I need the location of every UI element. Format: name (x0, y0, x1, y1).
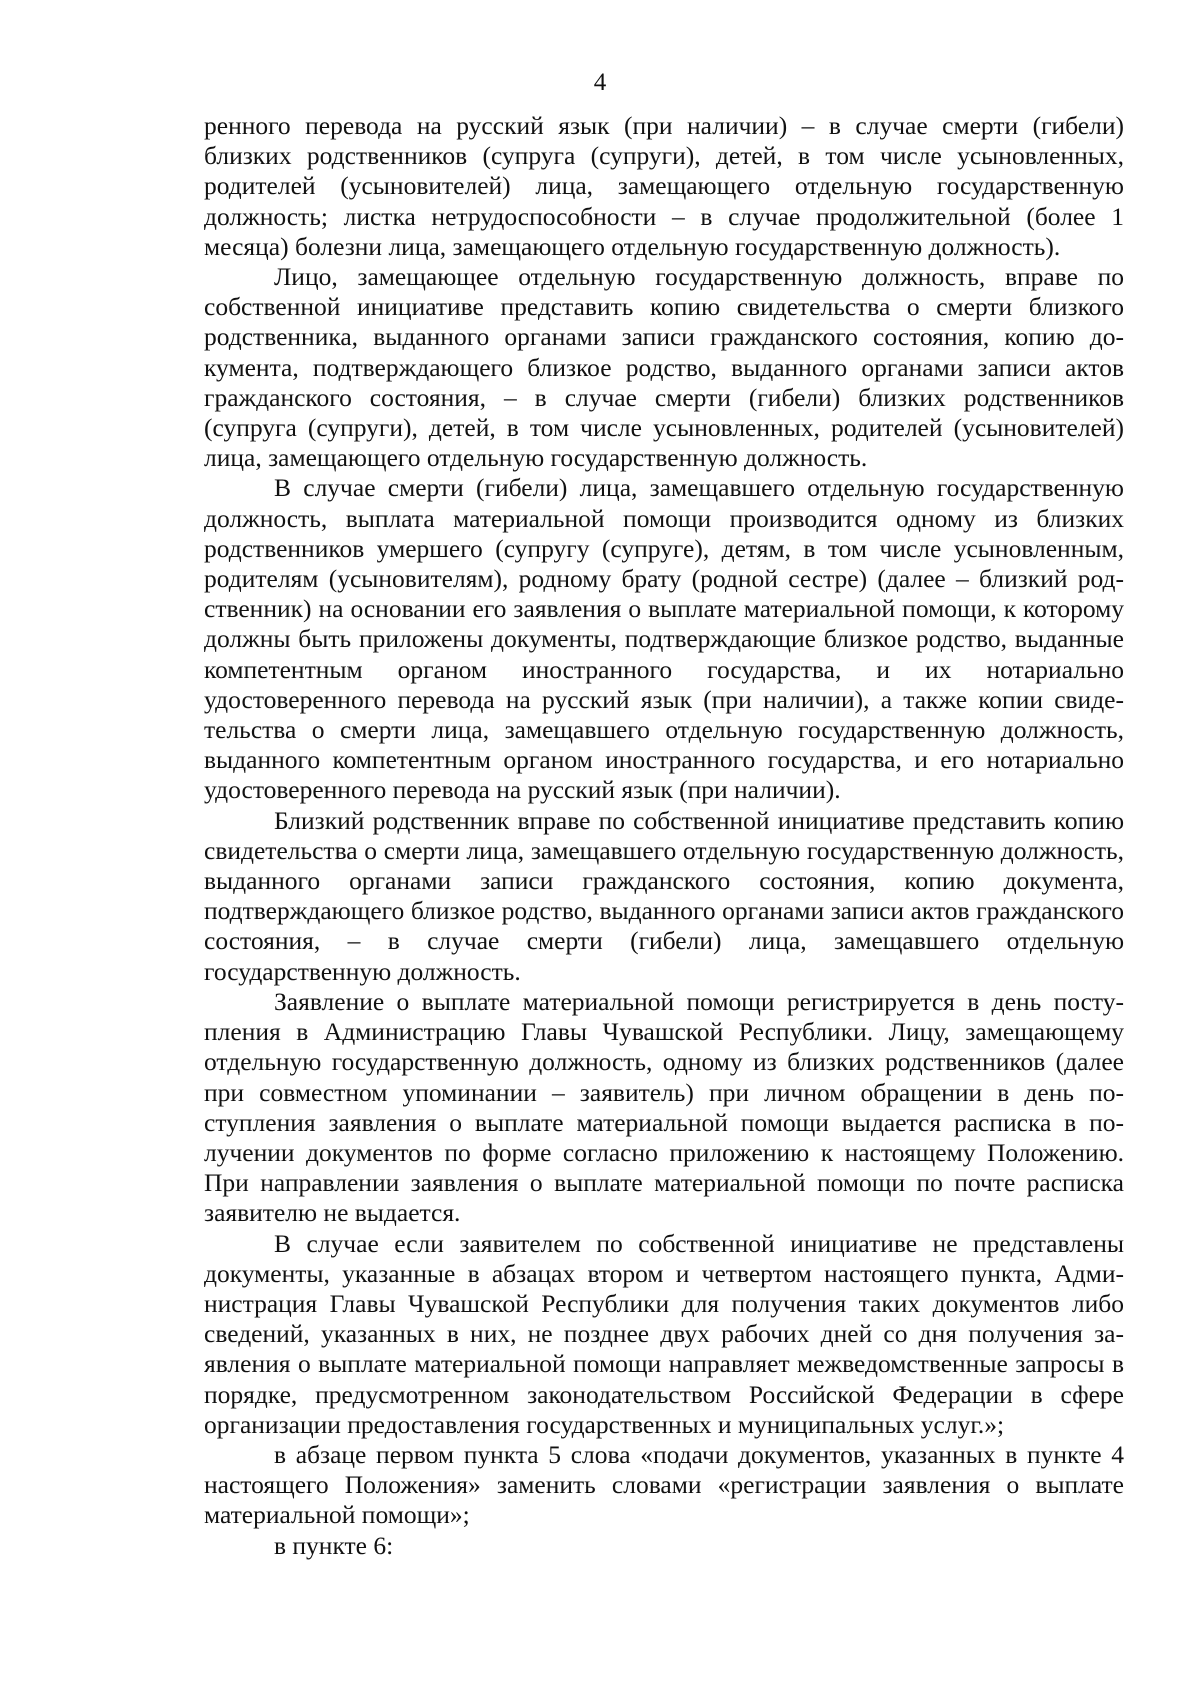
paragraph: В случае если заявителем по собственной инициативе не представлены документы, указанные в абзацах втором и четвертом настоящего пункта, Администрация Главы Чувашской Республики для получения таких документов либо сведений, указанных в них, не позднее двух рабочих дней со дня получения заявления о выплате материальной помощи направляет межведомственные запросы в порядке, предусмотренном законодательством Российской Федерации в сфере организации предоставления государственных и муниципальных услуг.»; (204, 1228, 1124, 1439)
paragraph: в абзаце первом пункта 5 слова «подачи документов, указанных в пункте 4 настоящего Положения» заменить словами «регистрации заявления о выплате материальной помощи»; (204, 1439, 1124, 1530)
paragraph-continuation: ренного перевода на русский язык (при наличии) – в случае смерти (гибели) близких родственников (супруга (супруги), детей, в том числе усыновленных, родителей (усыновителей) лица, замещающего отдельную государственную должность; листка нетрудоспособности – в случае продолжительной (более 1 месяца) болезни лица, замещающего отдельную государственную должность). (204, 111, 1124, 261)
page-number: 4 (593, 69, 607, 96)
paragraph: Близкий родственник вправе по собственной инициативе представить копию свидетельства о смерти лица, замещавшего отдельную государственную должность, выданного органами записи гражданского состояния, копию документа, подтверждающего близкое родство, выданного органами записи актов гражданского состояния, – в случае смерти (гибели) лица, замещавшего отдельную государственную должность. (204, 805, 1124, 986)
document-body (204, 111, 1124, 1561)
paragraph: В случае смерти (гибели) лица, замещавшего отдельную государственную должность, выплата материальной помощи производится одному из близких родственников умершего (супругу (супруге), детям, в том числе усыновленным, родителям (усыновителям), родному брату (родной сестре) (далее – близкий родственник) на основании его заявления о выплате материальной помощи, к которому должны быть приложены документы, подтверждающие близкое родство, выданные компетентным органом иностранного государства, и их нотариально удостоверенного перевода на русский язык (при наличии), а также копии свидетельства о смерти лица, замещавшего отдельную государственную должность, выданного компетентным органом иностранного государства, и его нотариально удостоверенного перевода на русский язык (при наличии). (204, 473, 1124, 805)
paragraph: Лицо, замещающее отдельную государственную должность, вправе по собственной инициативе представить копию свидетельства о смерти близкого родственника, выданного органами записи гражданского состояния, копию документа, подтверждающего близкое родство, выданного органами записи актов гражданского состояния, – в случае смерти (гибели) близких родственников (супруга (супруги), детей, в том числе усыновленных, родителей (усыновителей) лица, замещающего отдельную государственную должность. (204, 262, 1124, 473)
paragraph: Заявление о выплате материальной помощи регистрируется в день поступления в Администрацию Главы Чувашской Республики. Лицу, замещающему отдельную государственную должность, одному из близких родственников (далее при совместном упоминании – заявитель) при личном обращении в день поступления заявления о выплате материальной помощи выдается расписка в получении документов по форме согласно приложению к настоящему Положению. При направлении заявления о выплате материальной помощи по почте расписка заявителю не выдается. (204, 986, 1124, 1228)
paragraph: в пункте 6: (274, 1530, 394, 1560)
